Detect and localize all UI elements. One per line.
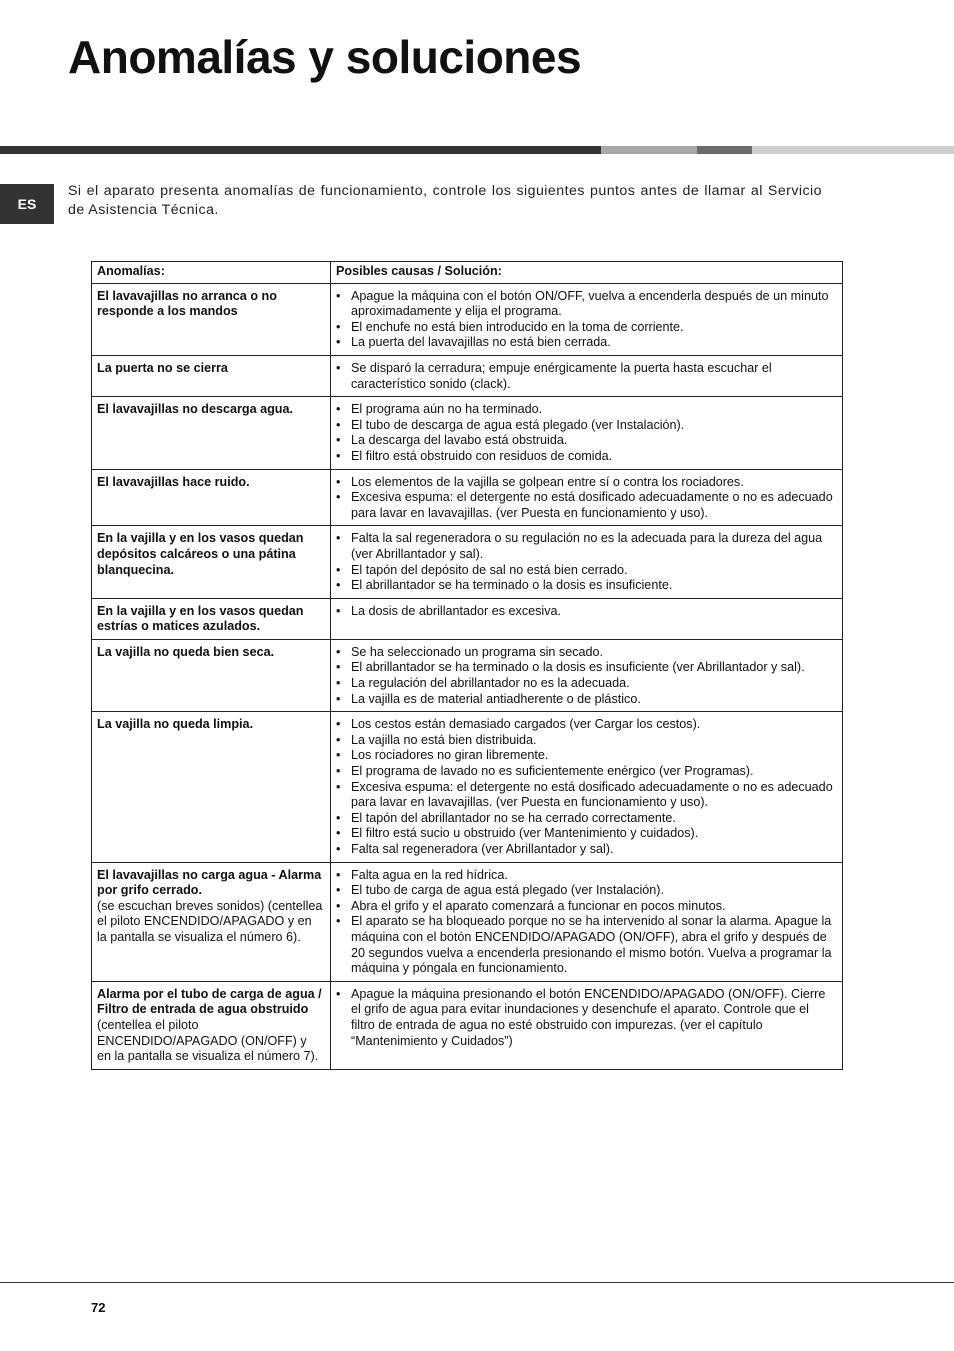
anomaly-title: La vajilla no queda limpia. (97, 717, 254, 732)
anomaly-note: (se escuchan breves sonidos) (centellea el piloto ENCENDIDO/APAGADO y en la pantalla se visualiza el número 6). (97, 898, 323, 944)
header-rule-light (601, 146, 697, 154)
troubleshooting-table (91, 261, 843, 1070)
table-row (92, 355, 843, 396)
solution-item: • La vajilla no está bien distribuida. (336, 733, 836, 749)
solution-list (336, 475, 836, 522)
anomaly-cell (92, 598, 331, 639)
anomaly-title: Alarma por el tubo de carga de agua / Filtro de entrada de agua obstruido (97, 986, 322, 1017)
anomaly-cell (92, 283, 331, 355)
solution-item: • Abra el grifo y el aparato comenzará a funcionar en pocos minutos. (336, 899, 836, 915)
header-anomalies: Anomalías: (92, 262, 331, 284)
solution-list (336, 987, 836, 1049)
solution-item: • El programa aún no ha terminado. (336, 402, 836, 418)
solution-cell (331, 283, 843, 355)
solution-item: • La vajilla es de material antiadherente o de plástico. (336, 692, 836, 708)
header-rule-dark (0, 146, 601, 154)
solution-item: • El filtro está sucio u obstruido (ver Mantenimiento y cuidados). (336, 826, 836, 842)
table-row (92, 981, 843, 1069)
solution-item: • La puerta del lavavajillas no está bien cerrada. (336, 335, 836, 351)
solution-item: • Los elementos de la vajilla se golpean entre sí o contra los rociadores. (336, 475, 836, 491)
solution-item: • Excesiva espuma: el detergente no está dosificado adecuadamente o no es adecuado para lavar en lavavajillas. (ver Puesta en funcionamiento y uso). (336, 780, 836, 811)
solution-list (336, 604, 836, 620)
anomaly-title: En la vajilla y en los vasos quedan depósitos calcáreos o una pátina blanquecina. (97, 531, 304, 577)
table-row (92, 469, 843, 526)
table-row (92, 283, 843, 355)
solution-list (336, 868, 836, 977)
solution-item: • Los rociadores no giran libremente. (336, 748, 836, 764)
solution-item: • El tubo de descarga de agua está plegado (ver Instalación). (336, 418, 836, 434)
solution-cell (331, 355, 843, 396)
table-row (92, 712, 843, 862)
solution-item: • El programa de lavado no es suficientemente enérgico (ver Programas). (336, 764, 836, 780)
solution-cell (331, 712, 843, 862)
header-rule-light-end (752, 146, 954, 154)
solution-item: • La dosis de abrillantador es excesiva. (336, 604, 836, 620)
solution-item: • El filtro está obstruido con residuos de comida. (336, 449, 836, 465)
anomaly-title: En la vajilla y en los vasos quedan estrías o matices azulados. (97, 603, 304, 634)
solution-item: • El tubo de carga de agua está plegado (ver Instalación). (336, 883, 836, 899)
anomaly-note: (centellea el piloto ENCENDIDO/APAGADO (ON/OFF) y en la pantalla se visualiza el número 7). (97, 1017, 319, 1064)
anomaly-cell (92, 355, 331, 396)
table-row (92, 397, 843, 469)
solution-item: • Se ha seleccionado un programa sin secado. (336, 645, 836, 661)
anomaly-title: El lavavajillas no arranca o no responde a los mandos (97, 288, 277, 319)
table-header-row (92, 262, 843, 284)
solution-item: • La descarga del lavabo está obstruida. (336, 433, 836, 449)
solution-item: • El tapón del depósito de sal no está bien cerrado. (336, 563, 836, 579)
solution-list (336, 402, 836, 464)
intro-paragraph: Si el aparato presenta anomalías de funcionamiento, controle los siguientes puntos antes de llamar al Servicio de Asistencia Técnica. (68, 183, 822, 218)
solution-item: • Se disparó la cerradura; empuje enérgicamente la puerta hasta escuchar el característico sonido (clack). (336, 361, 836, 392)
anomaly-title: La vajilla no queda bien seca. (97, 644, 275, 659)
table-row (92, 862, 843, 981)
solution-item: • Falta la sal regeneradora o su regulación no es la adecuada para la dureza del agua (ver Abrillantador y sal). (336, 531, 836, 562)
anomaly-cell (92, 397, 331, 469)
solution-item: • El abrillantador se ha terminado o la dosis es insuficiente. (336, 578, 836, 594)
header-solutions: Posibles causas / Solución: (331, 262, 843, 284)
solution-item: • El aparato se ha bloqueado porque no se ha intervenido al sonar la alarma. Apague la máquina con el botón ENCENDIDO/APAGADO (ON/OFF), abra el grifo y después de 20 segundos vuelva a encenderla presionando el mismo botón. Vuelva a programar la máquina y póngala en funcionamiento. (336, 914, 836, 976)
solution-item: • Apague la máquina con el botón ON/OFF, vuelva a encenderla después de un minuto aproximadamente y elija el programa. (336, 289, 836, 320)
solution-item: • Falta agua en la red hídrica. (336, 868, 836, 884)
anomaly-cell (92, 526, 331, 598)
anomaly-title: La puerta no se cierra (97, 360, 228, 375)
solution-item: • Falta sal regeneradora (ver Abrillantador y sal). (336, 842, 836, 858)
table-row (92, 598, 843, 639)
solution-item: • Excesiva espuma: el detergente no está dosificado adecuadamente o no es adecuado para lavar en lavavajillas. (ver Puesta en funcionamiento y uso). (336, 490, 836, 521)
solution-item: • La regulación del abrillantador no es la adecuada. (336, 676, 836, 692)
anomaly-title: El lavavajillas no carga agua - Alarma por grifo cerrado. (97, 867, 322, 898)
solution-list (336, 361, 836, 392)
solution-list (336, 531, 836, 593)
solution-item: • Los cestos están demasiado cargados (ver Cargar los cestos). (336, 717, 836, 733)
anomaly-cell (92, 712, 331, 862)
solution-item: • El enchufe no está bien introducido en la toma de corriente. (336, 320, 836, 336)
solution-cell (331, 598, 843, 639)
solution-list (336, 717, 836, 857)
solution-item: • El abrillantador se ha terminado o la dosis es insuficiente (ver Abrillantador y sal). (336, 660, 836, 676)
anomaly-cell (92, 639, 331, 711)
solution-list (336, 289, 836, 351)
table-body (92, 283, 843, 1069)
page-title: Anomalías y soluciones (68, 31, 582, 83)
solution-item: • El tapón del abrillantador no se ha cerrado correctamente. (336, 811, 836, 827)
anomaly-title: El lavavajillas no descarga agua. (97, 402, 294, 417)
header-rule-mid (697, 146, 752, 154)
solution-cell (331, 639, 843, 711)
anomaly-cell (92, 981, 331, 1069)
anomaly-title: El lavavajillas hace ruido. (97, 474, 250, 489)
footer-rule (0, 1282, 954, 1283)
solution-cell (331, 526, 843, 598)
table-row (92, 639, 843, 711)
solution-cell (331, 981, 843, 1069)
table-row (92, 526, 843, 598)
solution-cell (331, 469, 843, 526)
page-number: 72 (91, 1300, 106, 1315)
solution-cell (331, 862, 843, 981)
language-tab: ES (0, 184, 54, 224)
anomaly-cell (92, 862, 331, 981)
solution-list (336, 645, 836, 707)
anomaly-cell (92, 469, 331, 526)
solution-item: • Apague la máquina presionando el botón ENCENDIDO/APAGADO (ON/OFF). Cierre el grifo de agua para evitar inundaciones y desenchufe el aparato. Controle que el filtro de entrada de agua no esté obstruido con impurezas. (ver el capítulo “Mantenimiento y Cuidados”) (336, 987, 836, 1049)
solution-cell (331, 397, 843, 469)
